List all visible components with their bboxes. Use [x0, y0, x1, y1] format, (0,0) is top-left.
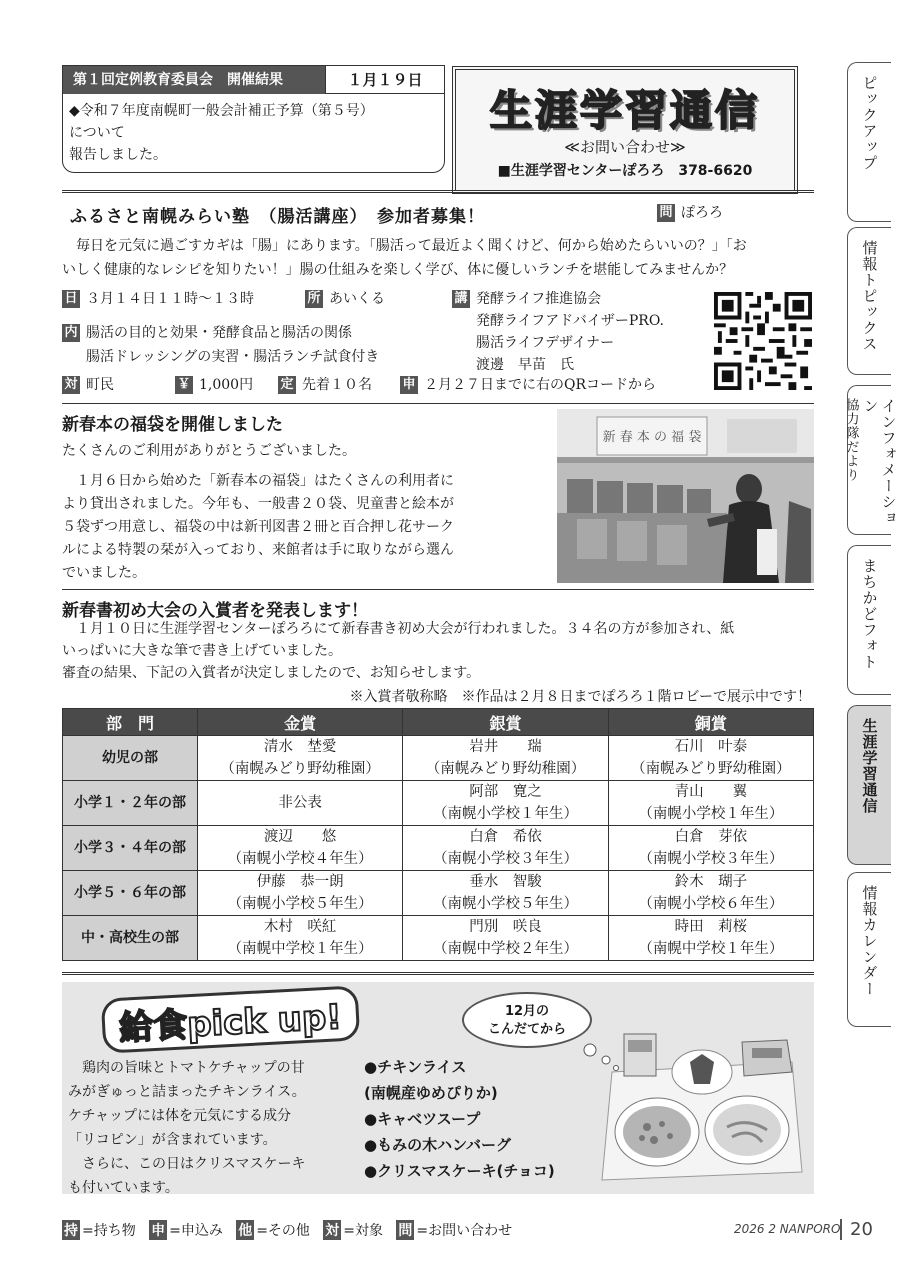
juku-intro [62, 234, 822, 282]
juku-lecturer [452, 288, 664, 376]
header-silver: 銀賞 [403, 709, 608, 736]
table-row [63, 916, 814, 961]
menu-item: (南幌産ゆめぴりか) [364, 1084, 498, 1102]
table-row [63, 871, 814, 916]
tab-label: ピックアップ [860, 75, 879, 171]
tab-machikado[interactable] [847, 545, 891, 695]
body-line: ５袋ずつ用意し、福袋の中は新刊図書２冊と百合押し花サーク [62, 519, 454, 535]
division-cell: 小学１・２年の部 [63, 781, 198, 826]
silver-cell: 阿部 寛之 （南幌小学校１年生） [403, 781, 608, 826]
divider [62, 403, 814, 404]
desc-line: さらに、この日はクリスマスケーキ [82, 1156, 306, 1172]
content-line: 腸活ドレッシングの実習・腸活ランチ試食付き [86, 349, 380, 365]
board-line: ◆令和７年度南幌町一般会計補正予算（第５号） [69, 103, 374, 119]
body-line: １月６日から始めた「新春本の福袋」はたくさんの利用者に [76, 473, 454, 489]
lecturer-line: 腸活ライフデザイナー [476, 335, 615, 351]
desc-line: 鶏肉の旨味とトマトケチャップの甘 [82, 1060, 305, 1076]
bubble-line: こんだてから [487, 1022, 566, 1037]
header-division: 部 門 [63, 709, 198, 736]
juku-target [62, 374, 114, 394]
silver-cell: 門別 咲良 （南幌中学校２年生） [403, 916, 608, 961]
bronze-cell: 時田 莉桜 （南幌中学校１年生） [608, 916, 813, 961]
page-number: 20 [840, 1219, 873, 1240]
legend-item: 持 =持ち物 [62, 1223, 136, 1239]
board-meeting-box [62, 65, 445, 173]
capacity-text: 先着１０名 [302, 377, 372, 393]
lunch-tray-photo [602, 1032, 802, 1182]
juku-place [305, 288, 385, 308]
intro-line: 毎日を元気に過ごすカギは「腸」にあります。「腸活って最近よく聞くけど、何から始めたらいいの？」「お [76, 238, 747, 254]
division-cell: 中・高校生の部 [63, 916, 198, 961]
division-cell: 小学３・４年の部 [63, 826, 198, 871]
masthead [452, 66, 798, 194]
target-text: 町民 [86, 377, 114, 393]
target-tag-icon: 対 [62, 376, 80, 394]
tab-topics[interactable] [847, 227, 891, 375]
menu-item: ●クリスマスケーキ(チョコ) [364, 1162, 555, 1180]
desc-line: も付いています。 [68, 1180, 179, 1196]
tab-pickup[interactable] [847, 62, 891, 222]
gold-cell: 非公表 [198, 781, 403, 826]
bronze-cell: 青山 翼 （南幌小学校１年生） [608, 781, 813, 826]
juku-date [62, 288, 254, 308]
body-line: でいました。 [62, 565, 146, 581]
division-cell: 幼児の部 [63, 736, 198, 781]
lunch-bubble [462, 992, 592, 1048]
apply-tag-icon: 申 [400, 376, 418, 394]
place-tag-icon: 所 [305, 290, 323, 308]
juku-title: ふるさと南幌みらい塾 （腸活講座） 参加者募集！ [70, 207, 485, 227]
bronze-cell: 白倉 芽依 （南幌小学校３年生） [608, 826, 813, 871]
board-title: 第１回定例教育委員会 開催結果 [63, 66, 325, 94]
kakizome-title: 新春書初め大会の入賞者を発表します！ [62, 601, 368, 621]
lecturer-line: 発酵ライフアドバイザーPRO. [476, 313, 664, 329]
kakizome-body [62, 618, 822, 684]
masthead-tel: ■生涯学習センターぽろろ 378-6620 [497, 163, 753, 179]
bronze-cell: 石川 叶泰 （南幌みどり野幼稚園） [608, 736, 813, 781]
gold-cell: 渡辺 悠 （南幌小学校４年生） [198, 826, 403, 871]
table-header-row [63, 709, 814, 736]
desc-line: ケチャップには体を元気にする成分 [68, 1108, 292, 1124]
fee-text: 1,000円 [199, 377, 254, 393]
legend-item: 他 =その他 [236, 1223, 310, 1239]
header-gold: 金賞 [198, 709, 403, 736]
issue-label: 2026 2 NANPORO [734, 1222, 841, 1236]
body-line: 審査の結果、下記の入賞者が決定しましたので、お知らせします。 [62, 665, 481, 681]
bubble-line: 12月の [504, 1004, 550, 1019]
juku-apply [400, 374, 656, 394]
desc-line: 「リコピン」が含まれています。 [68, 1132, 277, 1148]
awards-table [62, 708, 814, 961]
tab-label: 情報カレンダー [860, 885, 879, 997]
place-text: あいくる [329, 291, 385, 307]
division-cell: 小学５・６年の部 [63, 871, 198, 916]
header-bronze: 銅賞 [608, 709, 813, 736]
bronze-cell: 鈴木 瑚子 （南幌小学校６年生） [608, 871, 813, 916]
tab-label: まちかどフォト [860, 558, 879, 670]
tab-calendar[interactable] [847, 872, 891, 1027]
menu-item: ●キャベツスープ [364, 1110, 481, 1128]
lecturer-line: 渡邊 早苗 氏 [476, 357, 574, 373]
body-line: ルによる特製の栞が入っており、来館者は手に取りながら選ん [62, 542, 454, 558]
divider [62, 972, 814, 975]
fukubukuro-thanks: たくさんのご利用がありがとうございました。 [62, 443, 356, 459]
capacity-tag-icon: 定 [278, 376, 296, 394]
tab-label: インフォメーション [861, 398, 898, 526]
date-tag-icon: 日 [62, 290, 80, 308]
apply-text: ２月２７日までに右のQRコードから [424, 377, 657, 393]
tab-shogai[interactable] [847, 705, 891, 865]
masthead-contact: ≪お問い合わせ≫ [564, 138, 686, 156]
lunch-section [62, 982, 814, 1194]
legend-item: 申 =申込み [149, 1223, 223, 1239]
board-line: 報告しました。 [69, 147, 167, 163]
masthead-title: 生涯学習通信 [489, 86, 760, 135]
board-date: １月１９日 [325, 66, 444, 94]
content-line: 腸活の目的と効果・発酵食品と腸活の関係 [86, 325, 352, 341]
fee-tag-icon: ￥ [175, 376, 193, 394]
legend-item: 問 =お問い合わせ [396, 1223, 512, 1239]
kakizome-note: ※入賞者敬称略 ※作品は２月８日までぽろろ１階ロビーで展示中です！ [349, 689, 811, 705]
lecturer-line: 発酵ライフ推進協会 [476, 291, 602, 307]
board-text [69, 100, 439, 166]
silver-cell: 岩井 瑞 （南幌みどり野幼稚園） [403, 736, 608, 781]
tab-label: 情報トピックス [860, 240, 879, 352]
photo-sign: 新 春 本 の 福 袋 [602, 430, 702, 445]
tab-label-sub: 協力隊だより [843, 398, 859, 482]
desc-line: みがぎゅっと詰まったチキンライス。 [68, 1084, 306, 1100]
inquiry-text: ぽろろ [681, 205, 723, 221]
gold-cell: 木村 咲紅 （南幌中学校１年生） [198, 916, 403, 961]
board-line: について [69, 125, 125, 141]
body-line: より貸出されました。今年も、一般書２０袋、児童書と絵本が [62, 496, 454, 512]
tab-label: 生涯学習通信 [860, 718, 879, 814]
body-line: １月１０日に生涯学習センターぽろろにて新春書き初め大会が行われました。３４名の方が参加され、紙 [76, 621, 735, 637]
inquiry-tag-icon: 問 [657, 204, 675, 222]
date-text: ３月１４日１１時～１３時 [86, 291, 254, 307]
menu-item: ●もみの木ハンバーグ [364, 1136, 512, 1154]
library-photo [557, 409, 814, 583]
table-row [63, 736, 814, 781]
juku-capacity [278, 374, 372, 394]
footer-legend [62, 1220, 512, 1240]
gold-cell: 清水 埜愛 （南幌みどり野幼稚園） [198, 736, 403, 781]
divider [62, 589, 814, 590]
silver-cell: 垂水 智駿 （南幌小学校５年生） [403, 871, 608, 916]
qr-code-icon[interactable] [714, 292, 812, 390]
lunch-description [68, 1056, 358, 1200]
gold-cell: 伊藤 恭一朗 （南幌小学校５年生） [198, 871, 403, 916]
fukubukuro-title: 新春本の福袋を開催しました [62, 415, 283, 435]
intro-line: いしく健康的なレシピを知りたい！」腸の仕組みを楽しく学び、体に優しいランチを堪能してみませんか？ [62, 262, 734, 278]
fukubukuro-body [62, 470, 542, 585]
juku-inquiry [657, 202, 723, 222]
table-row [63, 781, 814, 826]
lecturer-tag-icon: 講 [452, 290, 470, 308]
menu-item: ●チキンライス [364, 1058, 467, 1076]
lunch-menu [364, 1054, 594, 1184]
juku-fee [175, 374, 253, 394]
content-tag-icon: 内 [62, 324, 80, 342]
tab-information[interactable] [843, 385, 898, 535]
silver-cell: 白倉 希依 （南幌小学校３年生） [403, 826, 608, 871]
juku-content [62, 321, 379, 369]
lunch-title: 給食pick up! [101, 985, 360, 1053]
body-line: いっぱいに大きな筆で書き上げていました。 [62, 643, 342, 659]
divider [62, 190, 814, 193]
table-row [63, 826, 814, 871]
legend-item: 対 =対象 [323, 1223, 383, 1239]
